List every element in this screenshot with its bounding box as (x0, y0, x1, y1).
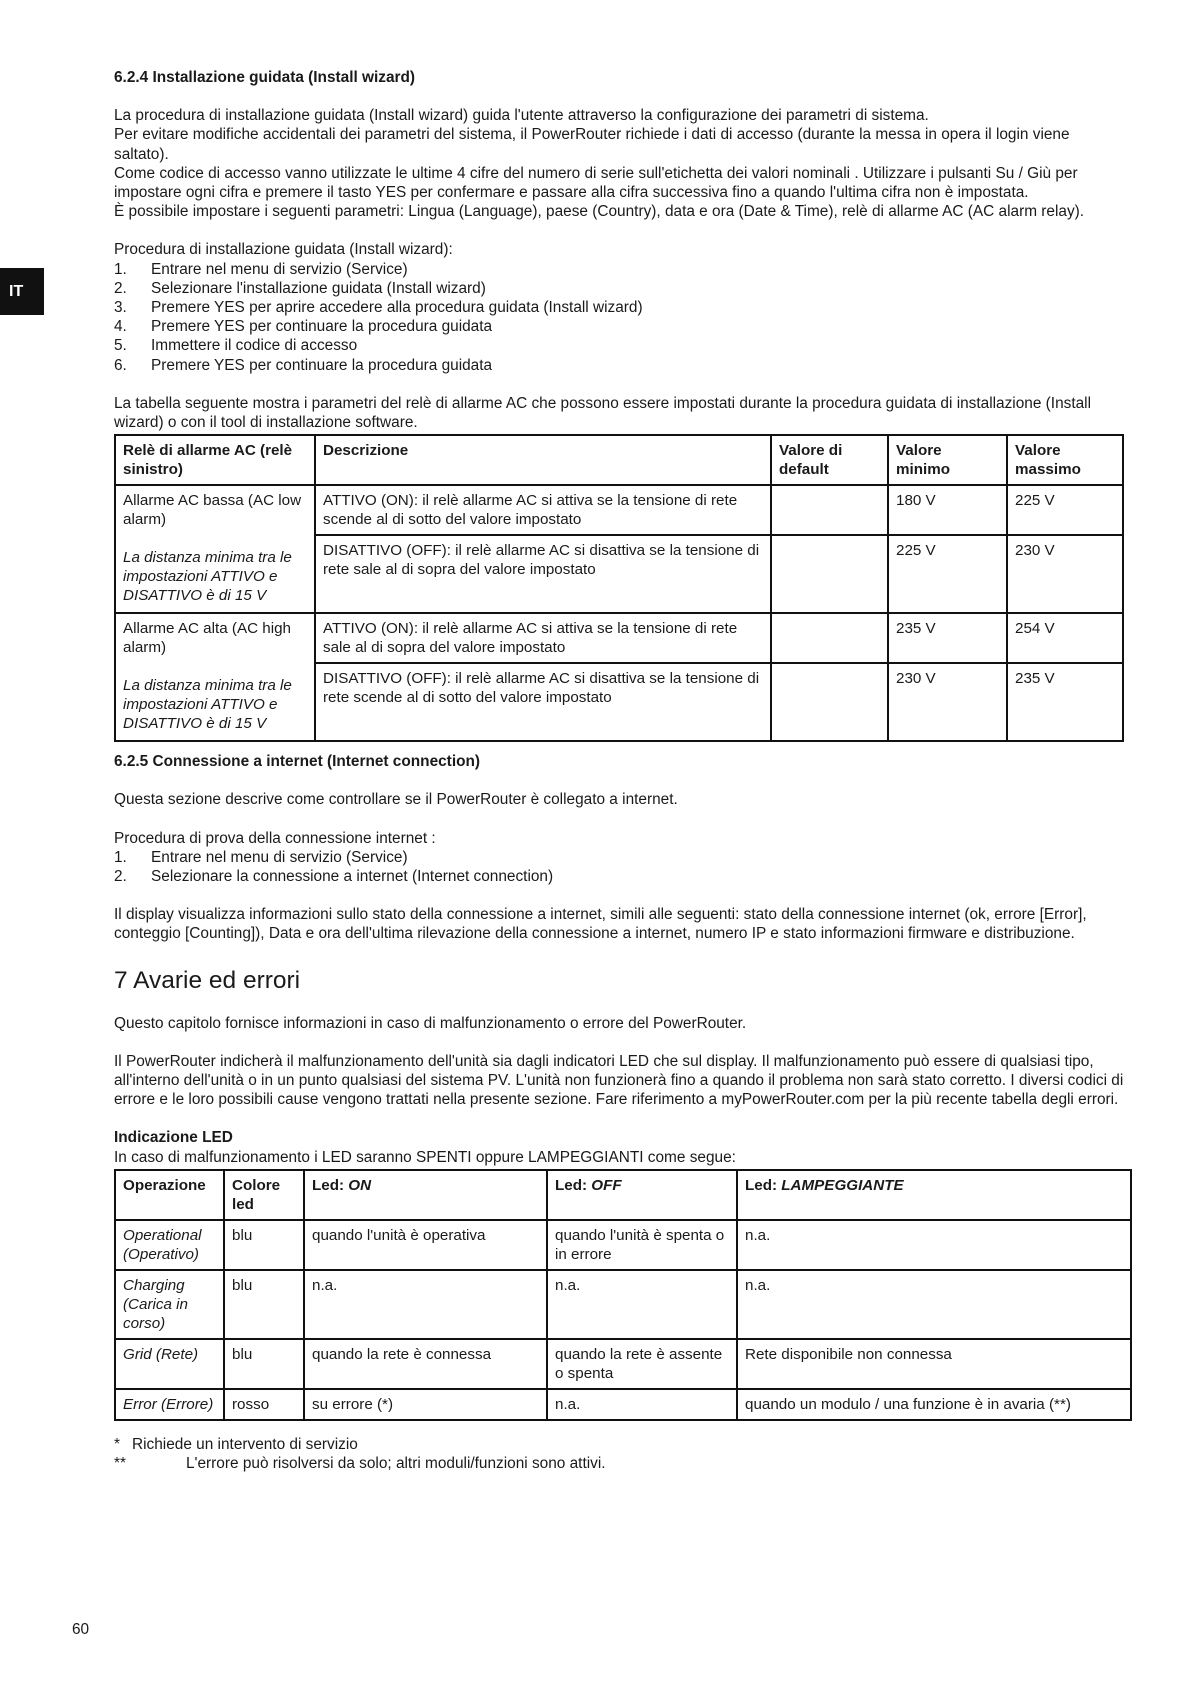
table-cell: 180 V (888, 485, 1007, 535)
footnotes (114, 1435, 1124, 1473)
table-cell: quando l'unità è spenta o in errore (547, 1220, 737, 1270)
table-cell: n.a. (547, 1270, 737, 1339)
chapter-title: 7 Avarie ed errori (114, 966, 301, 994)
table-cell: n.a. (737, 1270, 1131, 1339)
table-cell: 230 V (1007, 535, 1123, 613)
table-cell: Allarme AC alta (AC high alarm) La distanza minima tra le impostazioni ATTIVO e DISATTIVO è di 15 V (115, 613, 315, 741)
table-row (115, 1389, 1131, 1420)
internet-steps (114, 848, 1124, 886)
table-cell: quando un modulo / una funzione è in avaria (**) (737, 1389, 1131, 1420)
page-content (114, 68, 1124, 1473)
list-item: 2. Selezionare la connessione a internet (Internet connection) (114, 868, 554, 886)
footnote: * Richiede un intervento di servizio (114, 1435, 358, 1453)
table-cell (771, 613, 888, 663)
section-title: 6.2.4 Installazione guidata (Install wizard) (114, 69, 416, 86)
table-cell: blu (224, 1339, 304, 1389)
table-cell: quando la rete è connessa (304, 1339, 547, 1389)
column-header: Valore di default (771, 435, 888, 485)
table-cell: 235 V (888, 613, 1007, 663)
table-header-row (115, 1170, 1131, 1220)
table-cell: Rete disponibile non connessa (737, 1339, 1131, 1389)
column-header: Led: ON (304, 1170, 547, 1220)
paragraph: La procedura di installazione guidata (Install wizard) guida l'utente attraverso la configurazione dei parametri di sistema. (114, 107, 929, 125)
table-row (115, 613, 1123, 663)
list-item: 5. Immettere il codice di accesso (114, 337, 358, 355)
table-cell: n.a. (737, 1220, 1131, 1270)
table-cell: blu (224, 1270, 304, 1339)
table-cell: quando l'unità è operativa (304, 1220, 547, 1270)
table-cell: blu (224, 1220, 304, 1270)
table-cell: rosso (224, 1389, 304, 1420)
table-cell: n.a. (304, 1270, 547, 1339)
list-item: 4. Premere YES per continuare la procedura guidata (114, 318, 493, 336)
section-title: 6.2.5 Connessione a internet (Internet connection) (114, 753, 481, 771)
table-cell: quando la rete è assente o spenta (547, 1339, 737, 1389)
paragraph: Come codice di accesso vanno utilizzate le ultime 4 cifre del numero di serie sull'etichetta dei valori nominali . Utilizzare i pulsanti Su / Giù per impostare ogni cifra e premere il tasto YES per confermare e passare alla cifra successiva fino a quando l'ultima cifra non è impostata. (114, 164, 1078, 202)
table-cell: 225 V (888, 535, 1007, 613)
paragraph: Questo capitolo fornisce informazioni in caso di malfunzionamento o errore del PowerRouter. (114, 1014, 747, 1032)
cell-note: La distanza minima tra le impostazioni ATTIVO e DISATTIVO è di 15 V (123, 677, 292, 733)
paragraph: Per evitare modifiche accidentali dei parametri del sistema, il PowerRouter richiede i dati di accesso (durante la messa in opera il login viene saltato). (114, 126, 1070, 163)
table-cell: ATTIVO (ON): il relè allarme AC si attiva se la tensione di rete sale al di sopra del valore impostato (315, 613, 771, 663)
table-cell: ATTIVO (ON): il relè allarme AC si attiva se la tensione di rete scende al di sotto del valore impostato (315, 485, 771, 535)
column-header: Led: OFF (547, 1170, 737, 1220)
table-cell: Charging (Carica in corso) (115, 1270, 224, 1339)
table-cell: 254 V (1007, 613, 1123, 663)
table-row (115, 1339, 1131, 1389)
table-cell: Error (Errore) (115, 1389, 224, 1420)
table-cell: 230 V (888, 663, 1007, 741)
paragraph: Il display visualizza informazioni sullo stato della connessione a internet, simili alle seguenti: stato della connessione internet (ok, errore [Error], conteggio [Counting]), Data e ora dell'ultima rilevazione della connessione a internet, numero IP e stato informazioni firmware e distribuzione. (114, 906, 1087, 943)
table-row (115, 1270, 1131, 1339)
procedure-title: Procedura di prova della connessione internet : (114, 829, 436, 847)
paragraph: Il PowerRouter indicherà il malfunzionamento dell'unità sia dagli indicatori LED che sul display. Il malfunzionamento può essere di qualsiasi tipo, all'interno dell'unità o in un punto qualsiasi del sistema PV. L'unità non funzionerà fino a quando il problema non sarà stato corretto. I diversi codici di errore e le loro possibili cause vengono trattati nella presente sezione. Fare riferimento a myPowerRouter.com per la più recente tabella degli errori. (114, 1052, 1124, 1109)
paragraph: È possibile impostare i seguenti parametri: Lingua (Language), paese (Country), data e ora (Date & Time), relè di allarme AC (AC alarm relay). (114, 203, 1085, 221)
column-header: Valore massimo (1007, 435, 1123, 485)
list-item: 1. Entrare nel menu di servizio (Service) (114, 848, 408, 866)
column-header: Led: LAMPEGGIANTE (737, 1170, 1131, 1220)
footnote: ** L'errore può risolversi da solo; altri moduli/funzioni sono attivi. (114, 1455, 606, 1473)
table-cell (771, 485, 888, 535)
table-cell: DISATTIVO (OFF): il relè allarme AC si disattiva se la tensione di rete scende al di sotto del valore impostato (315, 663, 771, 741)
table-cell: Grid (Rete) (115, 1339, 224, 1389)
paragraph: In caso di malfunzionamento i LED saranno SPENTI oppure LAMPEGGIANTI come segue: (114, 1148, 736, 1166)
paragraph: Questa sezione descrive come controllare se il PowerRouter è collegato a internet. (114, 791, 678, 809)
table-row (115, 1220, 1131, 1270)
table-cell (771, 663, 888, 741)
table-intro: La tabella seguente mostra i parametri del relè di allarme AC che possono essere impostati durante la procedura guidata di installazione (Install wizard) o con il tool di installazione software. (114, 394, 1091, 432)
table-cell: Allarme AC bassa (AC low alarm) La distanza minima tra le impostazioni ATTIVO e DISATTIVO è di 15 V (115, 485, 315, 613)
table-cell (771, 535, 888, 613)
table-header-row (115, 435, 1123, 485)
led-table (114, 1169, 1132, 1421)
column-header: Relè di allarme AC (relè sinistro) (115, 435, 315, 485)
list-item: 6. Premere YES per continuare la procedura guidata (114, 356, 493, 374)
table-cell: 225 V (1007, 485, 1123, 535)
page-number: 60 (72, 1621, 90, 1638)
table-row (115, 485, 1123, 535)
column-header: Descrizione (315, 435, 771, 485)
column-header: Valore minimo (888, 435, 1007, 485)
list-item: 1. Entrare nel menu di servizio (Service) (114, 260, 408, 278)
language-tab: IT (0, 268, 44, 315)
cell-note: La distanza minima tra le impostazioni ATTIVO e DISATTIVO è di 15 V (123, 549, 292, 605)
procedure-title: Procedura di installazione guidata (Install wizard): (114, 241, 453, 259)
install-steps (114, 260, 1124, 375)
column-header: Colore led (224, 1170, 304, 1220)
table-cell: DISATTIVO (OFF): il relè allarme AC si disattiva se la tensione di rete sale al di sopra del valore impostato (315, 535, 771, 613)
ac-alarm-table (114, 434, 1124, 742)
table-cell: 235 V (1007, 663, 1123, 741)
table-cell: su errore (*) (304, 1389, 547, 1420)
list-item: 3. Premere YES per aprire accedere alla procedura guidata (Install wizard) (114, 299, 643, 317)
list-item: 2. Selezionare l'installazione guidata (Install wizard) (114, 279, 486, 297)
subsection-title: Indicazione LED (114, 1129, 233, 1147)
table-cell: n.a. (547, 1389, 737, 1420)
table-cell: Operational (Operativo) (115, 1220, 224, 1270)
column-header: Operazione (115, 1170, 224, 1220)
